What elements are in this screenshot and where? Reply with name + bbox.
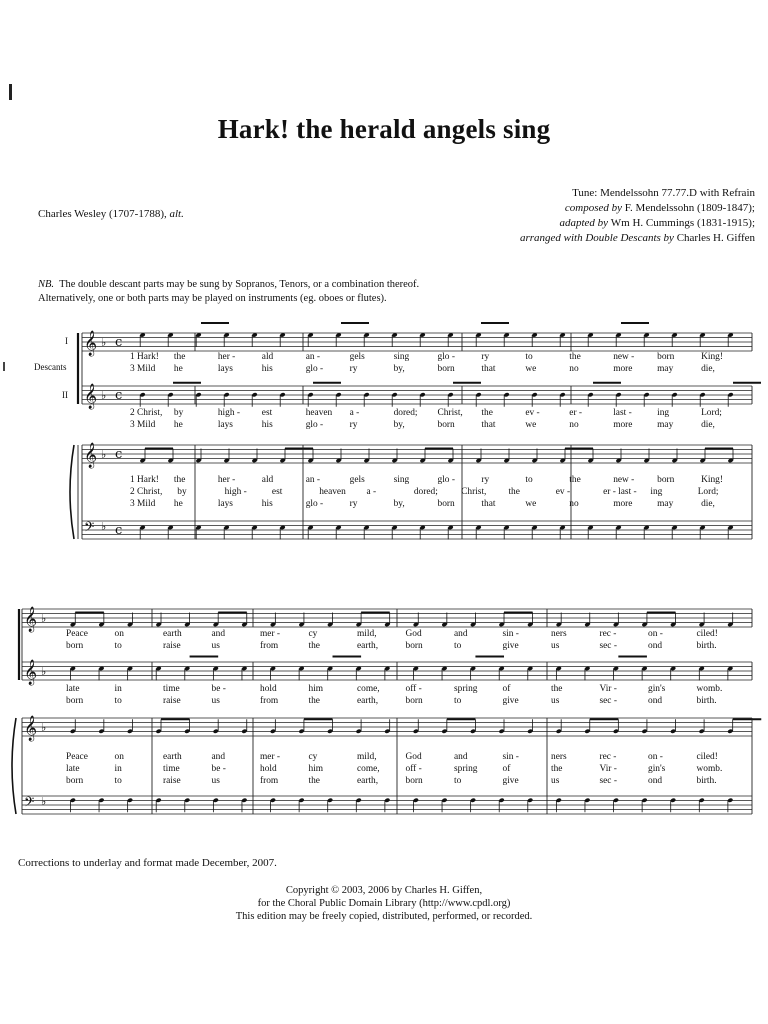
- lyric-choir-line3: birth.: [696, 776, 717, 786]
- lyric-descant2-line2: born: [66, 696, 84, 706]
- corrections-note: Corrections to underlay and format made December, 2007.: [18, 857, 277, 869]
- lyric-choir-line3: to: [114, 776, 122, 786]
- lyric-descant2-verse2: heaven: [305, 408, 333, 418]
- lyric-choir-line1: cy: [308, 752, 318, 762]
- lyric-choir-line1: God: [405, 752, 422, 762]
- lyric-choir-line1: earth: [163, 752, 182, 762]
- lyric-descant1-line2: raise: [163, 641, 181, 651]
- lyric-descant2-verse2: er -: [569, 408, 583, 418]
- lyric-descant2-verse2: the: [481, 408, 493, 418]
- lyric-descant1-line2: us: [551, 641, 560, 651]
- lyric-choir-line3: born: [66, 776, 84, 786]
- lyric-choir-verse2: high -: [224, 487, 247, 497]
- lyric-descant2-line1: off -: [405, 684, 422, 694]
- lyric-descant1-verse3: may: [657, 364, 674, 374]
- lyric-descant2-line1: of: [502, 684, 511, 694]
- bass-clef-icon: 𝄢: [84, 519, 95, 538]
- lyric-descant1-line2: born: [66, 641, 84, 651]
- lyric-descant1-line1: earth: [163, 629, 182, 639]
- lyric-choir-line2: of: [502, 764, 511, 774]
- lyric-descant1-verse3: that: [481, 364, 496, 374]
- lyric-choir-verse2: er - last -: [603, 487, 637, 497]
- lyric-choir-verse3: die,: [701, 499, 715, 509]
- tune-line: Tune: Mendelssohn 77.77.D with Refrain: [572, 187, 755, 199]
- lyric-descant2-line2: give: [502, 696, 519, 706]
- lyric-choir-verse1: born: [657, 475, 675, 485]
- lyric-descant1-line2: to: [114, 641, 122, 651]
- lyric-descant1-line2: to: [454, 641, 462, 651]
- treble-clef-icon: 𝄞: [84, 443, 98, 468]
- lyric-descant1-verse1: King!: [701, 352, 723, 362]
- lyric-choir-line2: spring: [454, 764, 478, 774]
- lyric-choir-verse1: to: [525, 475, 533, 485]
- lyric-descant1-line2: earth,: [357, 641, 379, 651]
- lyric-descant1-line1: ners: [551, 629, 567, 639]
- lyric-choir-verse3: by,: [393, 499, 405, 509]
- lyric-choir-verse3: he: [173, 499, 183, 509]
- lyric-choir-verse3: lays: [217, 499, 233, 509]
- lyric-choir-verse3: that: [481, 499, 496, 509]
- lyric-choir-verse1: an -: [305, 475, 321, 485]
- treble-clef-icon: 𝄞: [24, 716, 38, 741]
- lyric-choir-line1: mer -: [260, 752, 281, 762]
- lyric-choir-verse3: glo -: [305, 499, 324, 509]
- lyric-choir-verse2: dored;: [413, 487, 438, 497]
- treble-clef-icon: 𝄞: [24, 660, 38, 685]
- lyric-descant1-line1: and: [211, 629, 226, 639]
- lyric-descant1-verse3: 3 Mild: [130, 364, 156, 374]
- lyric-descant2-line1: come,: [357, 684, 380, 694]
- lyric-choir-line3: to: [454, 776, 462, 786]
- arranger-label: arranged with Double Descants by: [519, 232, 677, 244]
- composer-label: composed by: [564, 202, 625, 214]
- copyright-line-2: for the Choral Public Domain Library (http://www.cpdl.org): [257, 898, 511, 909]
- lyric-choir-line1: sin -: [502, 752, 519, 762]
- lyric-descant2-line1: Vir -: [599, 684, 617, 694]
- lyric-choir-line1: rec -: [599, 752, 617, 762]
- lyric-descant2-line2: raise: [163, 696, 181, 706]
- lyric-choir-line2: late: [66, 764, 80, 774]
- lyric-descant2-verse2: by: [173, 408, 184, 418]
- lyric-choir-line2: Vir -: [599, 764, 617, 774]
- lyric-descant2-line2: to: [454, 696, 462, 706]
- lyric-choir-verse3: 3 Mild: [130, 499, 156, 509]
- lyric-descant1-verse1: glo -: [437, 352, 455, 362]
- lyric-descant1-verse3: his: [261, 364, 273, 374]
- lyric-descant1-verse3: no: [569, 364, 579, 374]
- lyric-descant1-line1: ciled!: [696, 629, 718, 639]
- lyric-descant1-line1: rec -: [599, 629, 617, 639]
- lyric-choir-line2: the: [551, 764, 563, 774]
- lyric-descant1-verse3: more: [613, 364, 633, 374]
- lyric-choir-verse2: heaven: [319, 487, 346, 497]
- arranger-name: Charles H. Giffen: [676, 232, 755, 244]
- lyric-descant2-line2: the: [308, 696, 320, 706]
- lyric-descant2-verse3: by,: [393, 420, 405, 430]
- lyric-descant2-verse2: Christ,: [437, 408, 463, 418]
- lyric-descant2-verse3: more: [613, 420, 633, 430]
- lyric-choir-line2: be -: [211, 764, 226, 774]
- poet-name: Charles Wesley (1707-1788),: [38, 208, 170, 220]
- lyric-choir-verse1: the: [569, 475, 581, 485]
- lyric-descant2-line2: earth,: [357, 696, 379, 706]
- lyric-descant2-line2: to: [114, 696, 122, 706]
- copyright-line-3: This edition may be freely copied, distributed, performed, or recorded.: [235, 911, 533, 922]
- lyric-choir-line1: and: [454, 752, 468, 762]
- lyric-choir-line3: give: [502, 776, 519, 786]
- lyric-choir-line3: born: [405, 776, 423, 786]
- lyric-choir-verse2: Christ,: [461, 487, 487, 497]
- lyric-descant2-line1: hold: [260, 684, 277, 694]
- lyric-descant2-line2: us: [551, 696, 560, 706]
- lyric-choir-verse3: no: [569, 499, 579, 509]
- lyric-choir-line1: ners: [551, 752, 567, 762]
- lyric-descant2-line1: late: [66, 684, 80, 694]
- descant-2-label: II: [62, 390, 68, 400]
- lyric-descant2-verse3: no: [569, 420, 579, 430]
- lyric-descant2-verse2: ing: [657, 408, 670, 418]
- lyric-descant2-verse3: ry: [349, 420, 358, 430]
- lyric-descant1-verse1: ald: [261, 352, 274, 362]
- lyric-descant1-line2: birth.: [696, 641, 717, 651]
- lyric-descant1-line1: and: [454, 629, 468, 639]
- flat-sign-icon: ♭: [101, 448, 107, 461]
- time-signature: c: [115, 447, 123, 462]
- lyric-choir-line2: hold: [260, 764, 277, 774]
- lyric-descant2-verse3: he: [173, 420, 183, 430]
- lyric-descant1-verse1: the: [173, 352, 186, 362]
- lyric-descant1-verse3: glo -: [305, 364, 324, 374]
- lyric-descant2-line2: born: [405, 696, 423, 706]
- piano-brace: [70, 445, 74, 539]
- lyric-choir-line2: come,: [357, 764, 380, 774]
- poet-alt: alt.: [169, 208, 184, 220]
- lyric-descant2-line2: from: [260, 696, 279, 706]
- treble-clef-icon: 𝄞: [84, 331, 98, 356]
- lyric-descant2-verse3: 3 Mild: [130, 420, 156, 430]
- lyric-choir-line1: mild,: [357, 752, 377, 762]
- lyric-descant1-line1: mer -: [260, 629, 281, 639]
- lyric-choir-verse1: King!: [701, 475, 723, 485]
- lyric-descant1-verse1: to: [525, 352, 533, 362]
- lyric-choir-line1: ciled!: [696, 752, 718, 762]
- lyric-choir-verse2: est: [271, 487, 283, 497]
- lyric-choir-verse2: Lord;: [697, 487, 719, 497]
- lyric-descant2-verse2: est: [261, 408, 273, 418]
- lyric-descant1-verse3: lays: [217, 364, 233, 374]
- lyric-descant2-line1: gin's: [648, 684, 666, 694]
- lyric-choir-verse2: 2 Christ,: [130, 487, 163, 497]
- note-line-2: Alternatively, one or both parts may be played on instruments (eg. oboes or flutes).: [38, 293, 387, 304]
- composer-name: F. Mendelssohn (1809-1847);: [624, 202, 755, 214]
- lyric-descant1-verse3: die,: [701, 364, 715, 374]
- note-label: NB.: [38, 279, 55, 290]
- lyric-descant2-verse2: last -: [613, 408, 632, 418]
- lyric-descant1-verse1: 1 Hark!: [130, 352, 159, 362]
- flat-sign-icon: ♭: [101, 520, 107, 533]
- time-signature: c: [115, 523, 123, 538]
- lyric-descant1-line1: sin -: [502, 629, 519, 639]
- lyric-choir-line1: on -: [648, 752, 663, 762]
- lyric-choir-verse2: by: [177, 487, 187, 497]
- lyric-descant2-line2: us: [211, 696, 220, 706]
- lyric-descant2-line2: ond: [648, 696, 663, 706]
- flat-sign-icon: ♭: [101, 389, 107, 402]
- lyric-choir-line2: gin's: [648, 764, 666, 774]
- lyric-choir-verse3: ry: [349, 499, 358, 509]
- treble-clef-icon: 𝄞: [84, 384, 98, 409]
- lyric-descant1-verse1: new -: [613, 352, 635, 362]
- lyric-descant2-line1: spring: [454, 684, 478, 694]
- adapter-name: Wm H. Cummings (1831-1915);: [610, 217, 755, 229]
- lyric-choir-line3: sec -: [599, 776, 617, 786]
- lyric-descant1-verse3: by,: [393, 364, 405, 374]
- page-title: Hark! the herald angels sing: [217, 114, 551, 144]
- lyric-descant2-verse3: his: [261, 420, 273, 430]
- lyric-descant1-line2: us: [211, 641, 220, 651]
- adapter-label: adapted by: [559, 217, 611, 229]
- lyric-descant2-verse2: dored;: [393, 408, 418, 418]
- lyric-choir-line3: from: [260, 776, 279, 786]
- lyric-choir-line3: us: [211, 776, 220, 786]
- lyric-choir-verse2: ing: [650, 487, 663, 497]
- lyric-choir-verse2: ev -: [555, 487, 571, 497]
- note-text-1: The double descant parts may be sung by Sopranos, Tenors, or a combination thereof.: [59, 279, 420, 290]
- piano-brace: [12, 718, 16, 814]
- lyric-descant2-verse2: a -: [349, 408, 360, 418]
- lyric-descant2-verse2: high -: [217, 408, 240, 418]
- lyric-descant1-line2: ond: [648, 641, 663, 651]
- lyric-choir-verse1: her -: [217, 475, 236, 485]
- descants-label: Descants: [34, 362, 67, 372]
- lyric-choir-verse3: born: [437, 499, 455, 509]
- lyric-choir-line3: ond: [648, 776, 663, 786]
- lyric-descant2-verse3: that: [481, 420, 496, 430]
- lyric-descant1-line2: give: [502, 641, 519, 651]
- lyric-descant2-line2: sec -: [599, 696, 617, 706]
- lyric-descant1-line2: the: [308, 641, 320, 651]
- treble-clef-icon: 𝄞: [24, 607, 38, 632]
- lyric-choir-line1: on: [114, 752, 124, 762]
- lyric-descant1-verse1: sing: [393, 352, 410, 362]
- time-signature: c: [115, 388, 123, 403]
- lyric-descant2-verse2: ev -: [525, 408, 540, 418]
- flat-sign-icon: ♭: [101, 336, 107, 349]
- lyric-choir-line1: Peace: [66, 752, 88, 762]
- lyric-choir-line3: the: [308, 776, 320, 786]
- lyric-descant1-line2: sec -: [599, 641, 617, 651]
- lyric-descant2-verse3: we: [525, 420, 537, 430]
- lyric-descant1-line1: Peace: [66, 629, 88, 639]
- lyric-descant1-line2: born: [405, 641, 423, 651]
- time-signature: c: [115, 335, 123, 350]
- lyric-descant1-line1: cy: [308, 629, 318, 639]
- flat-sign-icon: ♭: [41, 612, 47, 625]
- lyric-descant1-line1: on -: [648, 629, 663, 639]
- lyric-descant1-verse3: ry: [349, 364, 358, 374]
- lyric-choir-line2: womb.: [696, 764, 723, 774]
- lyric-choir-verse1: new -: [613, 475, 635, 485]
- lyric-choir-line2: time: [163, 764, 180, 774]
- lyric-descant1-verse1: ry: [481, 352, 490, 362]
- lyric-descant2-verse2: Lord;: [701, 408, 722, 418]
- descant-1-label: I: [65, 336, 68, 346]
- lyric-choir-line3: us: [551, 776, 560, 786]
- lyric-choir-verse3: his: [261, 499, 273, 509]
- lyric-descant2-verse3: die,: [701, 420, 715, 430]
- copyright-block: [0, 884, 768, 923]
- lyric-descant2-line1: time: [163, 684, 180, 694]
- lyric-choir-verse1: the: [173, 475, 186, 485]
- lyric-choir-verse1: ry: [481, 475, 490, 485]
- lyric-choir-verse2: the: [508, 487, 520, 497]
- lyric-descant1-verse1: an -: [305, 352, 321, 362]
- lyric-descant1-line1: mild,: [357, 629, 377, 639]
- lyric-choir-verse1: ald: [261, 475, 274, 485]
- lyric-descant2-line1: him: [308, 684, 324, 694]
- lyric-choir-verse1: 1 Hark!: [130, 475, 159, 485]
- lyric-choir-verse1: gels: [349, 475, 365, 485]
- lyric-descant1-verse1: her -: [217, 352, 236, 362]
- lyric-choir-verse3: may: [657, 499, 674, 509]
- lyric-descant2-verse3: born: [437, 420, 455, 430]
- copyright-line-1: Copyright © 2003, 2006 by Charles H. Giffen,: [285, 885, 483, 896]
- lyric-choir-verse1: sing: [393, 475, 410, 485]
- lyric-descant1-verse3: he: [173, 364, 183, 374]
- lyric-choir-line2: off -: [405, 764, 422, 774]
- bass-clef-icon: 𝄢: [24, 794, 35, 813]
- lyric-descant1-verse3: we: [525, 364, 537, 374]
- lyric-descant2-line1: womb.: [696, 684, 723, 694]
- flat-sign-icon: ♭: [41, 795, 47, 808]
- lyric-descant2-verse3: may: [657, 420, 674, 430]
- lyric-descant2-line1: be -: [211, 684, 226, 694]
- lyric-choir-verse3: more: [613, 499, 633, 509]
- lyric-choir-verse3: we: [525, 499, 537, 509]
- lyric-descant2-verse3: lays: [217, 420, 233, 430]
- flat-sign-icon: ♭: [41, 721, 47, 734]
- lyric-descant1-line1: on: [114, 629, 124, 639]
- lyric-descant1-verse1: gels: [349, 352, 365, 362]
- lyric-descant2-line1: in: [114, 684, 122, 694]
- lyric-choir-line2: in: [114, 764, 122, 774]
- lyric-descant1-line1: God: [405, 629, 422, 639]
- lyric-descant1-verse1: born: [657, 352, 675, 362]
- lyric-choir-verse1: glo -: [437, 475, 455, 485]
- lyric-choir-verse2: a -: [366, 487, 377, 497]
- lyric-choir-line2: him: [308, 764, 324, 774]
- lyric-descant2-line1: the: [551, 684, 563, 694]
- lyric-choir-line3: earth,: [357, 776, 379, 786]
- lyric-choir-line3: raise: [163, 776, 181, 786]
- lyric-descant1-line2: from: [260, 641, 279, 651]
- lyric-descant2-line2: birth.: [696, 696, 717, 706]
- lyric-descant1-verse1: the: [569, 352, 581, 362]
- lyric-descant2-verse2: 2 Christ,: [130, 408, 163, 418]
- lyric-descant1-verse3: born: [437, 364, 455, 374]
- flat-sign-icon: ♭: [41, 665, 47, 678]
- lyric-descant2-verse3: glo -: [305, 420, 324, 430]
- lyric-choir-line1: and: [211, 752, 226, 762]
